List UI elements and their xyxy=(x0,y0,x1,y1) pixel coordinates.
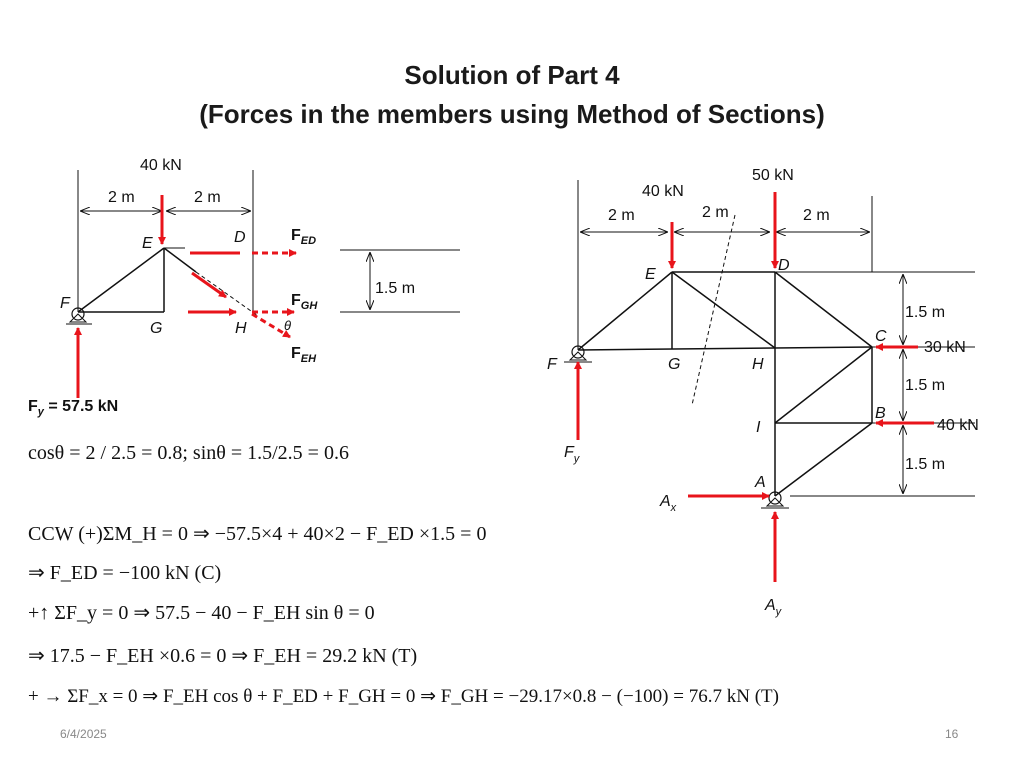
force-EH-solid xyxy=(192,273,226,297)
member-FE-full xyxy=(578,272,672,350)
label-height-r3: 1.5 m xyxy=(905,456,946,473)
node-label-H: H xyxy=(235,320,247,337)
node-label-C: C xyxy=(875,328,887,345)
node-label-A: A xyxy=(755,474,766,491)
title-line-2: (Forces in the members using Method of Sections) xyxy=(199,99,825,129)
footer-date: 6/4/2025 xyxy=(60,727,107,741)
equation-trig: cosθ = 2 / 2.5 = 0.8; sinθ = 1.5/2.5 = 0.6 xyxy=(28,442,349,464)
label-dim-r3: 2 m xyxy=(803,207,830,224)
member-DC xyxy=(775,272,872,347)
label-height-r2: 1.5 m xyxy=(905,377,946,394)
node-label-D: D xyxy=(234,229,246,246)
member-FC-bottom xyxy=(578,347,872,350)
node-label-G: G xyxy=(150,320,163,337)
equation-F-ED-result: ⇒ F_ED = −100 kN (C) xyxy=(28,562,222,584)
node-label-D-right: D xyxy=(778,257,790,274)
label-reaction-Ay: $A_y$ xyxy=(765,597,782,618)
member-FE xyxy=(78,248,164,312)
equation-F-EH-result: ⇒ 17.5 − F_EH ×0.6 = 0 ⇒ F_EH = 29.2 kN (T) xyxy=(28,645,418,667)
label-load-30kn: 30 kN xyxy=(924,339,966,356)
node-label-H-right: H xyxy=(752,356,764,373)
member-EH-full xyxy=(672,272,775,348)
label-dim-r1: 2 m xyxy=(608,207,635,224)
footer-page-number: 16 xyxy=(945,727,959,741)
node-label-I: I xyxy=(756,419,761,436)
label-dim-2: 2 m xyxy=(194,189,221,206)
equation-moment: CCW (+)ΣM_H = 0 ⇒ −57.5×4 + 40×2 − F_ED ×1.5 = 0 xyxy=(28,523,487,545)
label-load-40kn-E: 40 kN xyxy=(642,183,684,200)
equation-sum-Fy: +↑ ΣF_y = 0 ⇒ 57.5 − 40 − F_EH sin θ = 0 xyxy=(28,602,375,624)
member-IC xyxy=(775,347,872,423)
label-load-50kn: 50 kN xyxy=(752,167,794,184)
node-label-E-right: E xyxy=(645,266,656,283)
label-height: 1.5 m xyxy=(375,280,416,297)
section-cut-line xyxy=(196,272,258,316)
right-truss-diagram xyxy=(547,167,979,618)
label-reaction-Fy-right: $F_y$ xyxy=(564,444,580,465)
label-dim-1: 2 m xyxy=(108,189,135,206)
label-height-r1: 1.5 m xyxy=(905,304,946,321)
section-cut-right xyxy=(692,215,735,405)
left-free-body-diagram xyxy=(28,157,460,418)
equations xyxy=(28,442,779,707)
label-reaction-Ax: $A_x$ xyxy=(660,493,677,514)
node-label-E: E xyxy=(142,235,153,252)
label-F-GH: $F_{GH}$ xyxy=(291,292,318,312)
node-label-F: F xyxy=(60,295,70,312)
node-label-F-right: F xyxy=(547,356,557,373)
node-label-B: B xyxy=(875,405,886,422)
label-load-40kn: 40 kN xyxy=(140,157,182,174)
equation-sum-Fx: + → ΣF_x = 0 ⇒ F_EH cos θ + F_ED + F_GH = 0 ⇒ F_GH = −29.17×0.8 − (−100) = 76.7 kN (T) xyxy=(28,686,779,707)
title-line-1: Solution of Part 4 xyxy=(404,60,620,90)
label-load-40kn-B: 40 kN xyxy=(937,417,979,434)
node-label-G-right: G xyxy=(668,356,681,373)
label-F-ED: $F_{ED}$ xyxy=(291,227,317,247)
member-AB xyxy=(775,423,872,496)
label-reaction-Fy: $F_y = 57.5$ kN xyxy=(28,398,119,418)
label-theta: θ xyxy=(284,318,292,333)
label-dim-r2: 2 m xyxy=(702,204,729,221)
label-F-EH: $F_{EH}$ xyxy=(291,345,317,365)
